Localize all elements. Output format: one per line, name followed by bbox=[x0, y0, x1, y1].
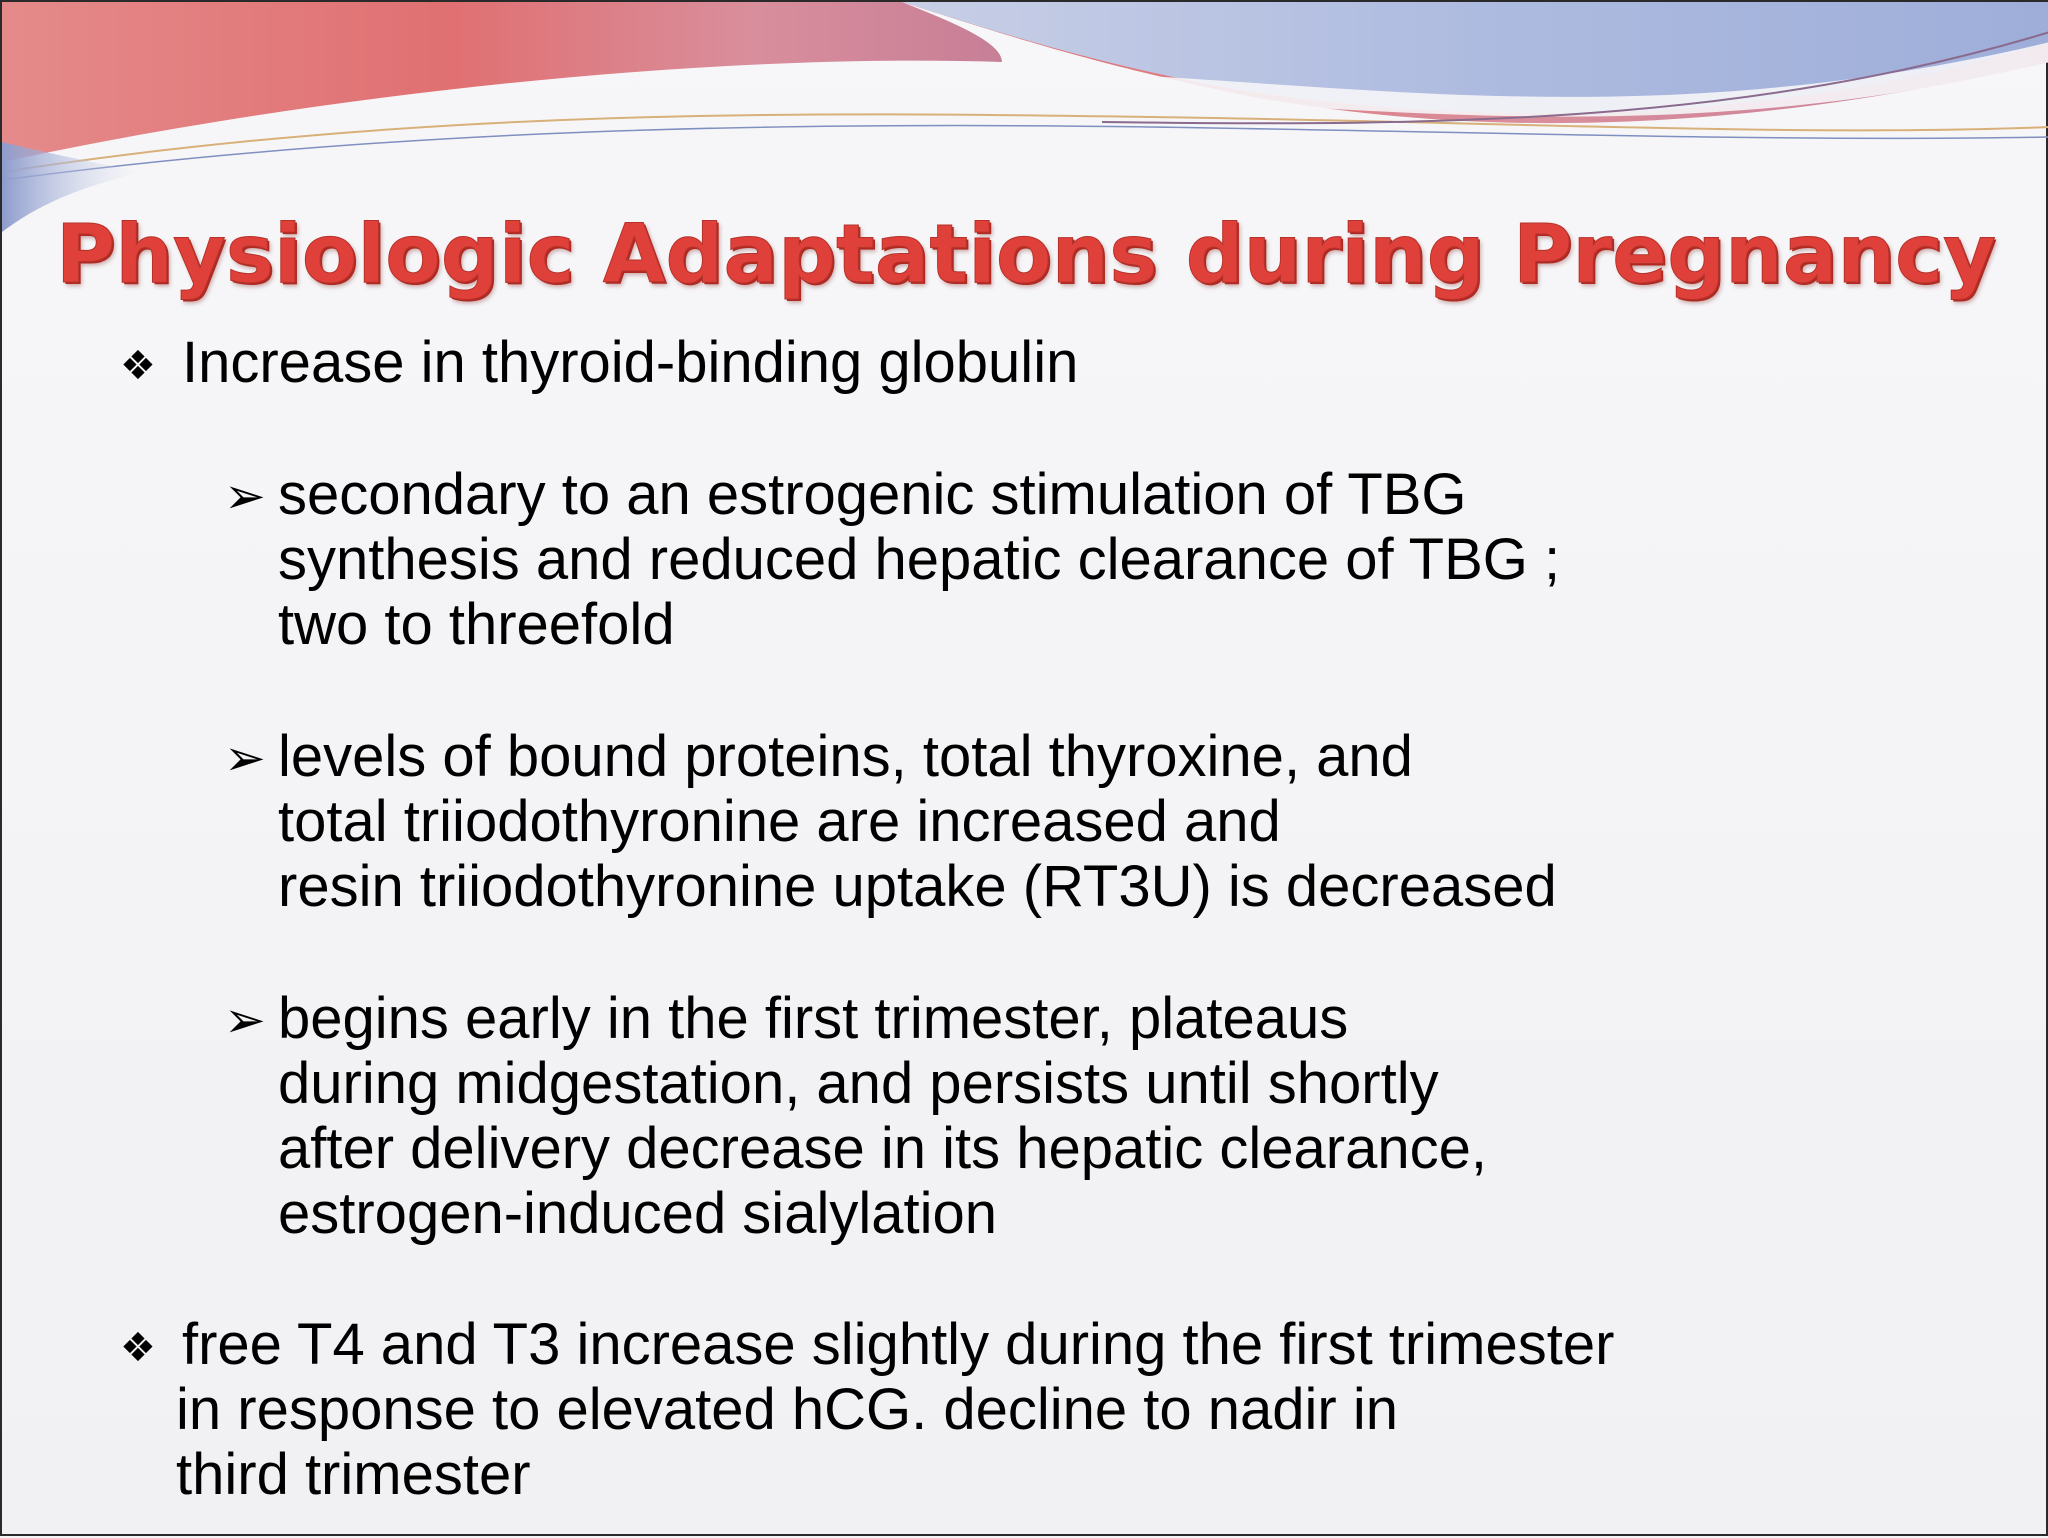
bullet-text: in response to elevated hCG. decline to nadir in bbox=[176, 1377, 1398, 1442]
diamond-bullet-icon: ❖ bbox=[120, 1326, 156, 1370]
sub-bullet-item bbox=[224, 462, 1560, 657]
slide-title: Physiologic Adaptations during Pregnancy bbox=[56, 208, 1996, 302]
arrow-bullet-icon: ➢ bbox=[224, 468, 266, 524]
sub-bullet-item bbox=[224, 724, 1557, 919]
bullet-text: third trimester bbox=[176, 1442, 531, 1507]
arrow-bullet-icon: ➢ bbox=[224, 992, 266, 1048]
sub-bullet-line: during midgestation, and persists until shortly bbox=[278, 1051, 1439, 1116]
sub-bullet-line: estrogen-induced sialylation bbox=[278, 1181, 997, 1246]
sub-bullet-item bbox=[224, 986, 1487, 1246]
arrow-bullet-icon: ➢ bbox=[224, 730, 266, 786]
sub-bullet-line: synthesis and reduced hepatic clearance of TBG ; bbox=[278, 527, 1561, 592]
diamond-bullet-icon: ❖ bbox=[120, 344, 156, 388]
bullet-item bbox=[120, 330, 1078, 395]
sub-bullet-line: levels of bound proteins, total thyroxine, and bbox=[278, 724, 1413, 789]
sub-bullet-line: total triiodothyronine are increased and bbox=[278, 789, 1281, 854]
bullet-text: free T4 and T3 increase slightly during the first trimester bbox=[182, 1312, 1615, 1377]
sub-bullet-line: resin triiodothyronine uptake (RT3U) is decreased bbox=[278, 854, 1557, 919]
bullet-text: Increase in thyroid-binding globulin bbox=[182, 330, 1079, 395]
sub-bullet-line: two to threefold bbox=[278, 592, 675, 657]
bullet-item bbox=[120, 1312, 1614, 1507]
sub-bullet-line: after delivery decrease in its hepatic clearance, bbox=[278, 1116, 1487, 1181]
slide-body bbox=[2, 2, 2048, 1538]
sub-bullet-line: begins early in the first trimester, plateaus bbox=[278, 986, 1349, 1051]
sub-bullet-line: secondary to an estrogenic stimulation of TBG bbox=[278, 462, 1467, 527]
